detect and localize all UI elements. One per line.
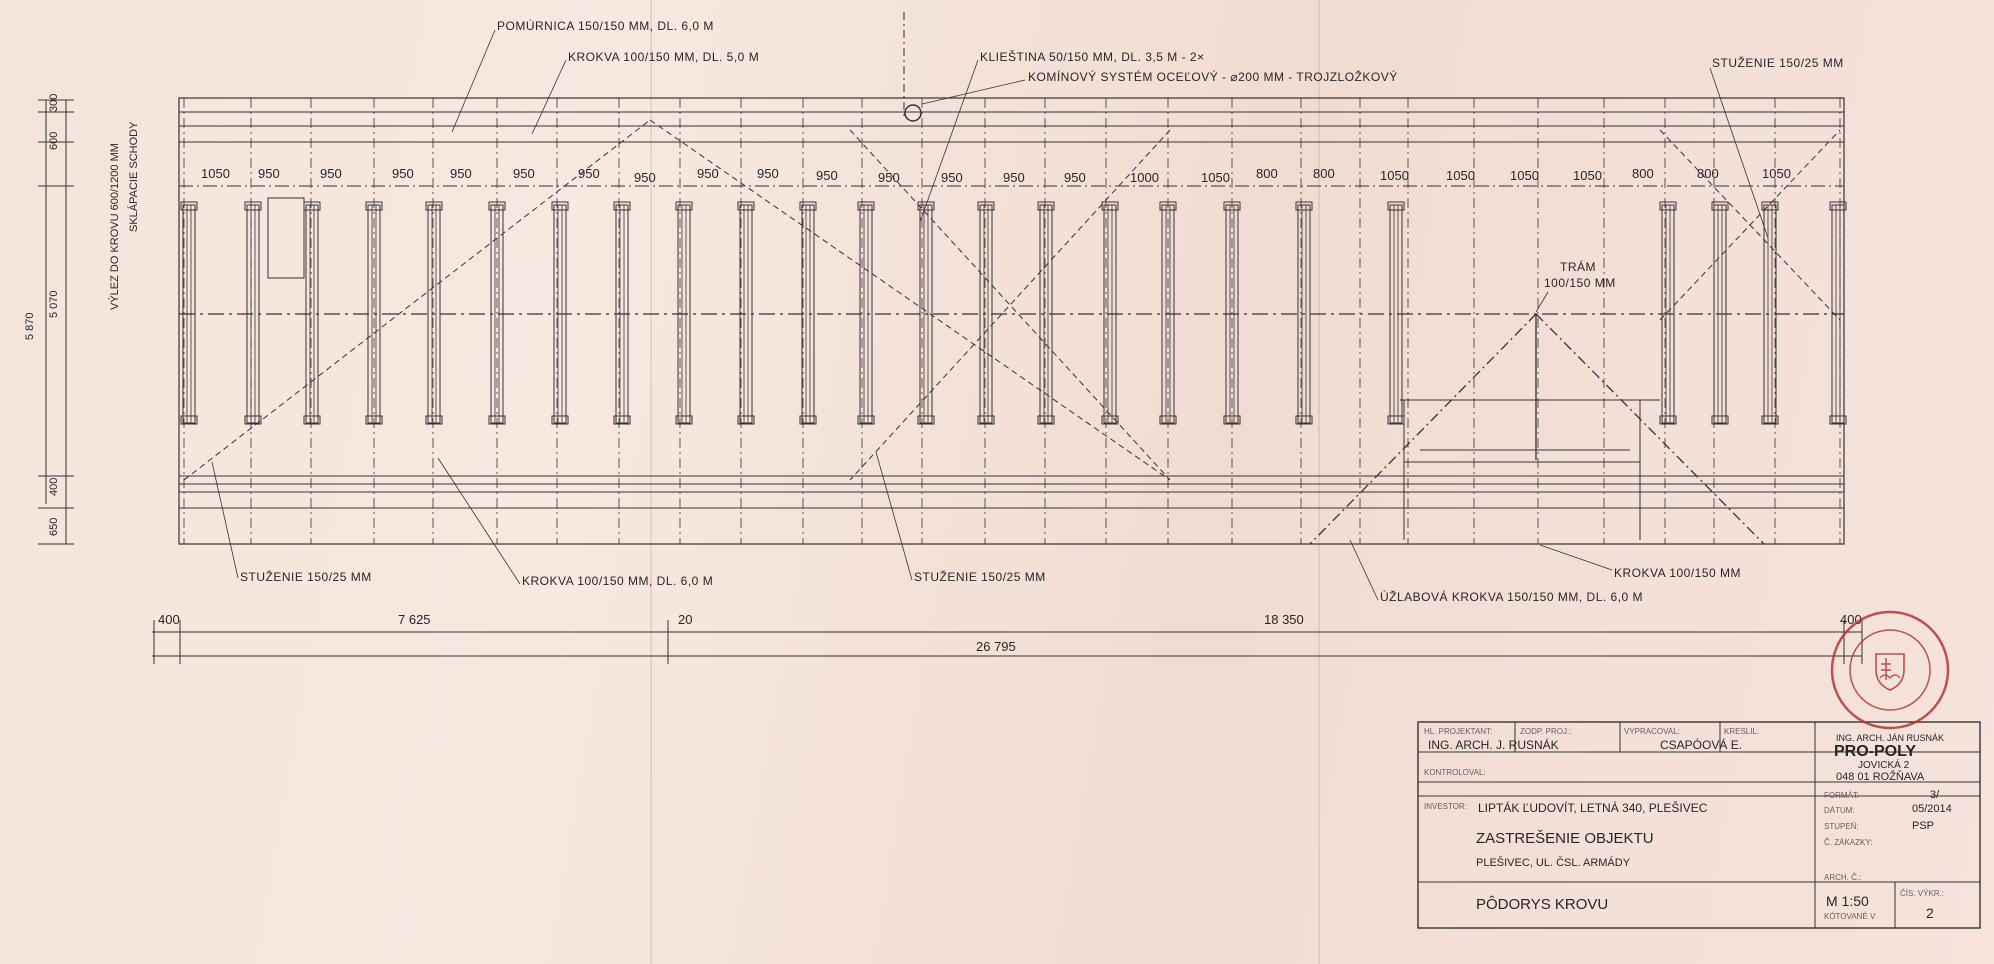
label-pomurnica: POMÚRNICA 150/150 MM, DL. 6,0 M [497,19,714,33]
tb-office-name: ING. ARCH. JÁN RUSNÁK [1836,733,1945,743]
label-vylez-do-krovu: VÝLEZ DO KROVU 600/1200 MM [109,143,121,310]
leader-line [438,458,520,584]
tb-kreslil-label: KRESLIL: [1724,727,1760,736]
tb-investor: LIPTÁK ĽUDOVÍT, LETNÁ 340, PLEŠIVEC [1478,801,1708,815]
tb-datum: 05/2014 [1912,803,1952,815]
leader-line [452,30,495,132]
top-dim: 1050 [1762,166,1791,181]
tb-kontroloval-label: KONTROLOVAL: [1424,768,1486,777]
top-dim: 1050 [1380,168,1409,183]
tb-stupen: PSP [1912,820,1935,832]
tb-office-brand: PRO-POLY [1834,743,1917,760]
bottom-dim: 7 625 [398,612,431,627]
tb-cislo: 2 [1926,905,1934,921]
leader-line [876,452,912,580]
top-dim: 800 [1632,166,1654,181]
tb-hl-projektant: ING. ARCH. J. RUSNÁK [1428,738,1559,752]
top-dim: 950 [578,166,600,181]
valley-rafter [1310,314,1536,544]
tb-vypracoval: CSAPÓOVÁ E. [1660,738,1743,752]
top-dim: 800 [1313,166,1335,181]
label-tram: TRÁM [1560,260,1596,274]
top-dim: 950 [878,170,900,185]
top-dim: 1050 [1201,170,1230,185]
leader-line [920,60,978,222]
tb-office-city: 048 01 ROŽŇAVA [1836,771,1925,783]
tb-scale: M 1:50 [1826,893,1869,909]
leader-line [922,80,1025,104]
label-stuzenie-top-right: STUŽENIE 150/25 MM [1712,56,1844,70]
tb-zakazka-label: Č. ZÁKAZKY: [1824,838,1873,847]
tb-format: 3/ [1930,789,1940,801]
roof-outline [179,98,1844,544]
bottom-dim-total: 26 795 [976,639,1016,654]
top-dim: 950 [1003,170,1025,185]
label-tram-size: 100/150 MM [1544,276,1616,290]
bracing-diagonal [650,120,1170,480]
chimney-circle [905,105,921,121]
top-dim: 800 [1697,166,1719,181]
tb-kotovane-label: KÓTOVANÉ V [1824,912,1876,921]
dim-left: 650 [48,517,60,536]
top-dim: 950 [320,166,342,181]
leader-line [212,462,238,578]
attic-hatch [268,198,304,278]
top-dim: 1050 [1446,168,1475,183]
leader-line [532,60,566,134]
label-krokva-top: KROKVA 100/150 MM, DL. 5,0 M [568,50,760,64]
label-uzlabova-krokva: ÚŽLABOVÁ KROKVA 150/150 MM, DL. 6,0 M [1380,590,1644,604]
label-sklapacie-schody: SKLÁPACIE SCHODY [128,121,140,232]
top-dim: 950 [1064,170,1086,185]
bottom-dim: 20 [678,612,693,627]
label-stuzenie-bottom-left: STUŽENIE 150/25 MM [240,570,372,584]
leader-line [1710,68,1768,238]
valley-frame [1404,400,1640,462]
dim-left: 5 870 [24,312,36,340]
tb-cislo-label: ČÍS. VÝKR.: [1900,889,1945,898]
tb-vypracoval-label: VYPRACOVAL: [1624,727,1680,736]
top-dim: 950 [697,166,719,181]
label-kominovy-system: KOMÍNOVÝ SYSTÉM OCEĽOVÝ - ⌀200 MM - TROJZLOŽKOVÝ [1028,70,1398,84]
tb-investor-label: INVESTOR: [1424,802,1467,811]
tb-arch-label: ARCH. Č.: [1824,873,1862,882]
top-dim: 950 [513,166,535,181]
label-krokva-bottom: KROKVA 100/150 MM, DL. 6,0 M [522,574,714,588]
tb-format-label: FORMÁT: [1824,791,1860,800]
top-dim: 950 [450,166,472,181]
top-dim: 950 [941,170,963,185]
top-dim: 800 [1256,166,1278,181]
bottom-dim: 18 350 [1264,612,1304,627]
top-dim: 950 [392,166,414,181]
top-dim: 950 [816,168,838,183]
bottom-dim: 400 [158,612,180,627]
top-dim: 1000 [1130,170,1159,185]
tb-project-title: ZASTREŠENIE OBJEKTU [1476,830,1654,847]
bottom-dim: 400 [1840,612,1862,627]
tb-office-street: JOVICKÁ 2 [1858,760,1910,771]
dim-left: 600 [48,131,60,150]
dim-left: 300 [48,93,60,112]
top-dim: 950 [634,170,656,185]
label-kliestina: KLIEŠTINA 50/150 MM, DL. 3,5 M - 2× [980,50,1205,64]
top-dim: 1050 [1510,168,1539,183]
tb-project-location: PLEŠIVEC, UL. ČSL. ARMÁDY [1476,857,1631,869]
dim-left: 5 070 [48,290,60,318]
top-dim: 950 [757,166,779,181]
tb-zodp-proj-label: ZODP. PROJ.: [1520,727,1572,736]
tb-hl-projektant-label: HL. PROJEKTANT: [1424,727,1493,736]
valley-rafter [1536,314,1764,544]
leader-line [1350,540,1378,600]
top-dim: 1050 [1573,168,1602,183]
top-dim: 1050 [201,166,230,181]
label-stuzenie-bottom-mid: STUŽENIE 150/25 MM [914,570,1046,584]
top-dim: 950 [258,166,280,181]
leader-line [1540,545,1612,570]
dim-left: 400 [48,477,60,496]
tb-stupen-label: STUPEŇ: [1824,822,1859,831]
tb-datum-label: DÁTUM: [1824,806,1855,815]
tb-drawing-title: PÔDORYS KROVU [1476,896,1609,913]
label-krokva-bottom-right: KROKVA 100/150 MM [1614,566,1741,580]
